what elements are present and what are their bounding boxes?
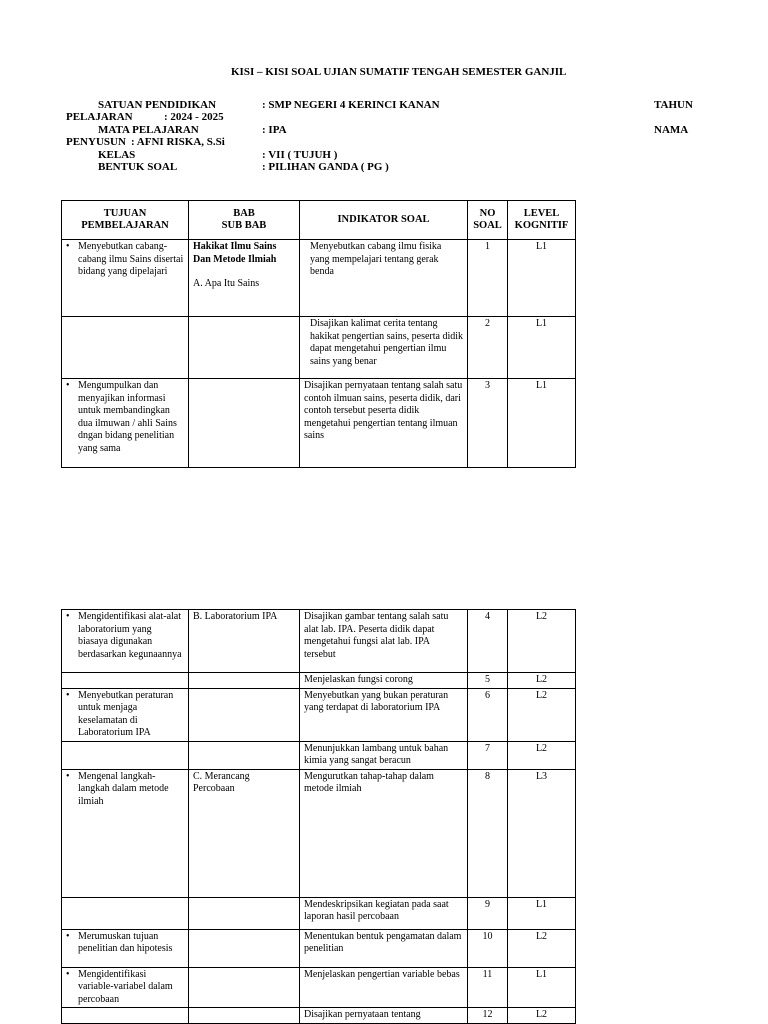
table-row (62, 1008, 576, 1024)
indikator-cell: Menyebutkan yang bukan peraturan yang terdapat di laboratorium IPA (300, 688, 468, 741)
pelajaran-value: : 2024 - 2025 (164, 111, 224, 123)
indikator-cell: Menjelaskan fungsi corong (300, 673, 468, 689)
no-cell: 3 (468, 379, 508, 468)
indikator-text: Menyebutkan cabang ilmu fisika yang mempelajari tentang gerak benda (310, 241, 442, 277)
bab-cell (189, 1008, 300, 1024)
level-cell: L2 (508, 929, 576, 967)
kisi-table-page2 (61, 609, 576, 1024)
level-cell: L1 (508, 240, 576, 317)
penyusun-value: : AFNI RISKA, S.Si (131, 136, 225, 148)
no-cell: 7 (468, 741, 508, 769)
bullet-item (66, 969, 184, 1007)
tujuan-cell (62, 240, 189, 317)
bullet-item (66, 931, 184, 956)
tahun-label: TAHUN (654, 99, 693, 111)
col-level-header: LEVEL KOGNITIF (508, 201, 576, 240)
table-row (62, 688, 576, 741)
indikator-text: Disajikan kalimat cerita tentang hakikat pengertian sains, peserta didik dapat mengetahui pengertian ilmu sains yang benar (310, 318, 464, 367)
pelajaran-label: PELAJARAN (66, 111, 133, 123)
no-cell: 2 (468, 317, 508, 379)
indikator-cell: Menentukan bentuk pengamatan dalam penelitian (300, 929, 468, 967)
level-cell: L2 (508, 688, 576, 741)
satuan-label: SATUAN PENDIDIKAN (98, 99, 217, 111)
bullet-item (66, 380, 184, 455)
level-cell: L1 (508, 897, 576, 929)
tujuan-text: Merumuskan tujuan penelitian dan hipotesis (78, 930, 173, 954)
bab-cell (189, 379, 300, 468)
table-header-row (62, 201, 576, 240)
indikator-cell: Disajikan pernyataan tentang (300, 1008, 468, 1024)
level-cell: L2 (508, 741, 576, 769)
tujuan-text: Mengenal langkah-langkah dalam metode ilmiah (78, 770, 169, 807)
no-cell: 5 (468, 673, 508, 689)
bab-cell (189, 317, 300, 379)
col-tujuan-header: TUJUAN PEMBELAJARAN (62, 201, 189, 240)
tujuan-cell (62, 769, 189, 897)
level-cell: L3 (508, 769, 576, 897)
mapel-label: MATA PELAJARAN (98, 124, 199, 136)
nama-label: NAMA (654, 124, 689, 136)
level-cell: L2 (508, 610, 576, 673)
col-bab-label: BAB (233, 208, 255, 219)
tujuan-cell (62, 379, 189, 468)
tujuan-cell (62, 897, 189, 929)
mapel-value: : IPA (262, 124, 287, 136)
subbab-text: C. Merancang Percobaan (193, 770, 250, 794)
no-cell: 8 (468, 769, 508, 897)
tujuan-text: Mengumpulkan dan menyajikan informasi untuk membandingkan dua ilmuwan / ahli Sains dngan bidang penelitian yang sama (78, 380, 177, 454)
indikator-cell: Disajikan pernyataan tentang salah satu contoh ilmuan sains, peserta didik, dari contoh tersebut peserta didik mengetahui pengertian tentang ilmuan sains (300, 379, 468, 468)
table-row (62, 673, 576, 689)
bullet-item (66, 690, 184, 740)
bab-cell (189, 688, 300, 741)
bullet-icon: • (66, 380, 70, 391)
subbab-text: A. Apa Itu Sains (193, 278, 260, 289)
penyusun-label: PENYUSUN (66, 136, 126, 148)
level-cell: L1 (508, 379, 576, 468)
table-row (62, 317, 576, 379)
tujuan-cell (62, 610, 189, 673)
bab-title: Hakikat Ilmu Sains Dan Metode Ilmiah (193, 241, 277, 265)
kelas-value: : VII ( TUJUH ) (262, 149, 338, 161)
bullet-item (66, 241, 184, 279)
table-row (62, 610, 576, 673)
col-indikator-header: INDIKATOR SOAL (300, 201, 468, 240)
bab-cell (189, 673, 300, 689)
indikator-cell: Disajikan gambar tentang salah satu alat lab. IPA. Peserta didik dapat mengetahui fungsi alat lab. IPA tersebut (300, 610, 468, 673)
bullet-icon: • (66, 968, 70, 980)
no-cell: 6 (468, 688, 508, 741)
bab-cell (189, 897, 300, 929)
indikator-cell: Menunjukkan lambang untuk bahan kimia yang sangat beracun (300, 741, 468, 769)
indikator-cell: Mengurutkan tahap-tahap dalam metode ilmiah (300, 769, 468, 897)
bab-cell (189, 929, 300, 967)
no-cell: 9 (468, 897, 508, 929)
bullet-item (66, 771, 184, 809)
tujuan-cell (62, 1008, 189, 1024)
kelas-label: KELAS (98, 149, 136, 161)
bullet-item (66, 611, 184, 661)
indikator-cell (300, 317, 468, 379)
bab-cell (189, 741, 300, 769)
table-row (62, 897, 576, 929)
bullet-icon: • (66, 611, 70, 622)
table-row (62, 240, 576, 317)
tujuan-cell (62, 741, 189, 769)
no-cell: 11 (468, 967, 508, 1008)
indikator-cell (300, 240, 468, 317)
tujuan-cell (62, 317, 189, 379)
table-row (62, 769, 576, 897)
indikator-cell: Mendeskripsikan kegiatan pada saat laporan hasil percobaan (300, 897, 468, 929)
kisi-table-page1 (61, 200, 576, 468)
bullet-icon: • (66, 930, 70, 942)
tujuan-text: Menyebutkan cabang-cabang ilmu Sains disertai bidang yang dipelajari (78, 241, 184, 277)
col-subbab-label: SUB BAB (221, 220, 267, 231)
table-row (62, 741, 576, 769)
col-bab-header (189, 201, 300, 240)
col-no-header: NO SOAL (468, 201, 508, 240)
no-cell: 1 (468, 240, 508, 317)
document-title: KISI – KISI SOAL UJIAN SUMATIF TENGAH SEMESTER GANJIL (231, 66, 567, 78)
satuan-value: : SMP NEGERI 4 KERINCI KANAN (262, 99, 440, 111)
level-cell: L2 (508, 673, 576, 689)
bentuk-value: : PILIHAN GANDA ( PG ) (262, 161, 389, 173)
bullet-icon: • (66, 770, 70, 782)
tujuan-text: Mengidentifikasi alat-alat laboratorium yang biasaya digunakan berdasarkan kegunaannya (78, 611, 182, 660)
tujuan-cell (62, 929, 189, 967)
tujuan-cell (62, 688, 189, 741)
bullet-icon: • (66, 241, 70, 252)
bab-cell (189, 769, 300, 897)
no-cell: 4 (468, 610, 508, 673)
tujuan-text: Mengidentifikasi variable-variabel dalam percobaan (78, 968, 173, 1005)
bab-cell (189, 240, 300, 317)
table-row (62, 379, 576, 468)
tujuan-cell (62, 967, 189, 1008)
table-row (62, 929, 576, 967)
tujuan-cell (62, 673, 189, 689)
bentuk-label: BENTUK SOAL (98, 161, 178, 173)
bullet-icon: • (66, 689, 70, 701)
no-cell: 12 (468, 1008, 508, 1024)
indikator-cell: Menjelaskan pengertian variable bebas (300, 967, 468, 1008)
level-cell: L1 (508, 967, 576, 1008)
bab-cell (189, 967, 300, 1008)
table-row (62, 967, 576, 1008)
no-cell: 10 (468, 929, 508, 967)
bab-cell: B. Laboratorium IPA (189, 610, 300, 673)
level-cell: L1 (508, 317, 576, 379)
tujuan-text: Menyebutkan peraturan untuk menjaga keselamatan di Laboratorium IPA (78, 689, 174, 738)
level-cell: L2 (508, 1008, 576, 1024)
